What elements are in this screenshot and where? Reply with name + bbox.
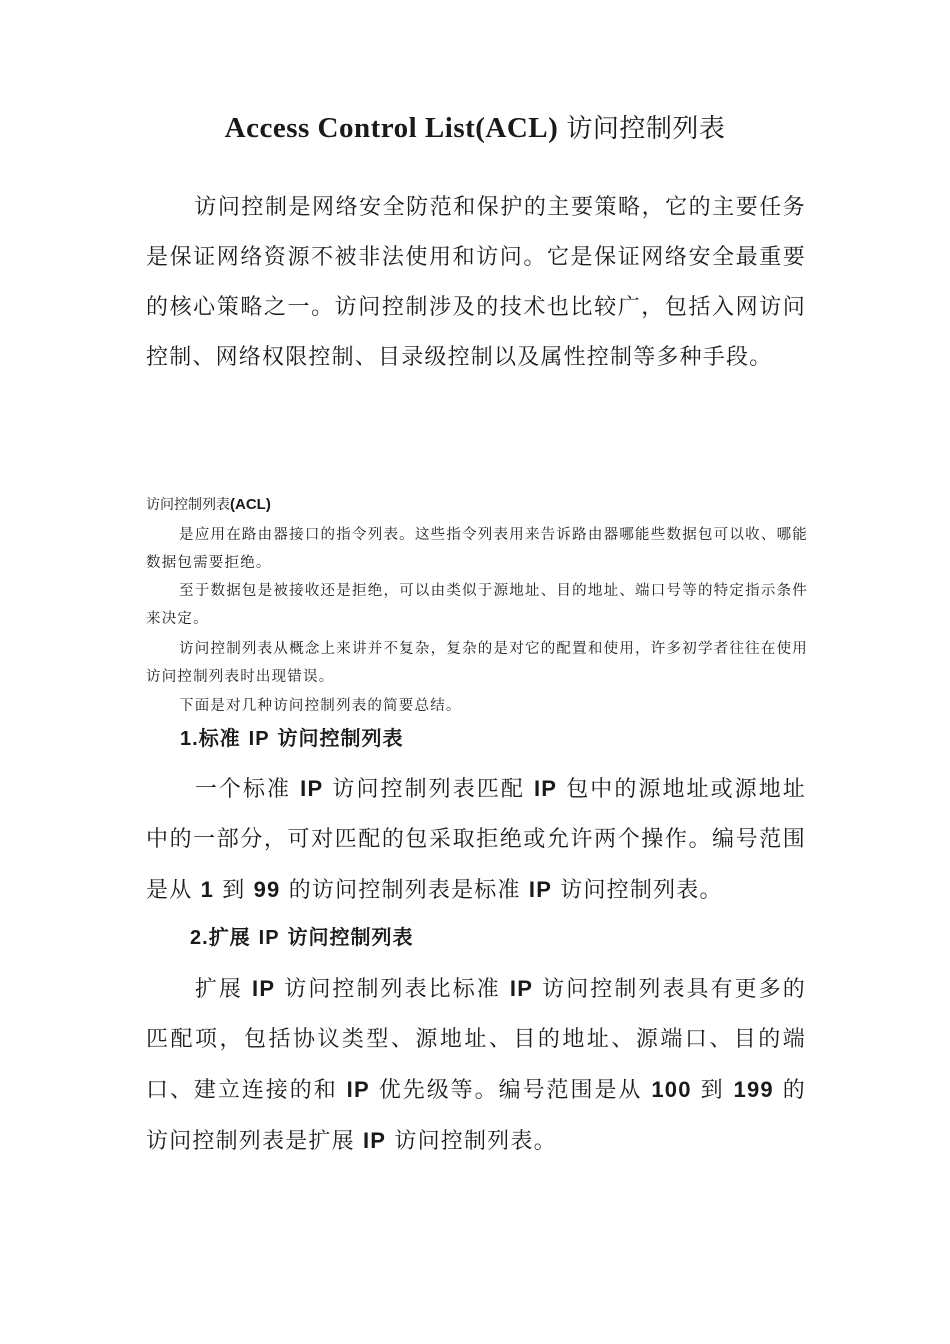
inline-term: 100 [651, 1077, 692, 1102]
inline-term: 199 [733, 1077, 774, 1102]
body-text: 一个标准 [194, 777, 301, 802]
body-text: 包中的源地址或源地址中的一部分，可对匹配的包采取拒绝或允许两个操作。编号范围是从 [146, 777, 806, 903]
inline-term: 1 [200, 877, 215, 902]
intro-paragraph [146, 183, 806, 383]
acl-paragraph: 至于数据包是被接收还是拒绝，可以由类似于源地址、目的地址、端口号等的特定指示条件来决定。 [146, 583, 808, 627]
section-2-body [146, 964, 806, 1167]
body-text: 访问控制列表。 [386, 1129, 557, 1154]
body-text: 的访问控制列表是标准 [280, 878, 529, 903]
inline-term: IP [300, 776, 324, 801]
body-text: 访问控制列表。 [552, 878, 723, 903]
acl-paragraph: 下面是对几种访问控制列表的简要总结。 [179, 698, 462, 714]
body-text: 扩展 [194, 977, 253, 1002]
inline-term: IP [533, 776, 558, 801]
title-chinese: 访问控制列表 [566, 114, 726, 144]
body-text: 到 [214, 878, 254, 903]
acl-heading [146, 494, 271, 514]
body-text: 访问控制列表具有更多的匹配项，包括协议类型、源地址、目的地址、源端口、目的端口、建立连接的和 [146, 977, 806, 1103]
section-1-body [146, 764, 806, 916]
acl-paragraph: 访问控制列表从概念上来讲并不复杂，复杂的是对它的配置和使用，许多初学者往往在使用访问控制列表时出现错误。 [146, 641, 808, 685]
section-2-heading: 2.扩展 IP 访问控制列表 [190, 925, 414, 949]
document-title [0, 108, 950, 145]
section-1-heading: 1.标准 IP 访问控制列表 [180, 726, 404, 750]
inline-term: IP [346, 1077, 370, 1102]
body-text: 的访问控制列表是扩展 [146, 1078, 806, 1154]
acl-heading-abbr: (ACL) [230, 496, 271, 513]
inline-term: IP [528, 877, 553, 902]
acl-paragraph: 是应用在路由器接口的指令列表。这些指令列表用来告诉路由器哪能些数据包可以收、哪能数据包需要拒绝。 [146, 527, 808, 571]
inline-term: 99 [253, 877, 281, 902]
acl-heading-cn: 访问控制列表 [146, 497, 230, 513]
inline-term: IP [509, 976, 534, 1001]
body-text: 访问控制列表比标准 [275, 977, 510, 1002]
body-text: 到 [691, 1078, 734, 1103]
body-text: 访问控制列表匹配 [323, 777, 534, 802]
intro-text: 访问控制是网络安全防范和保护的主要策略，它的主要任务是保证网络资源不被非法使用和访问。它是保证网络安全最重要的核心策略之一。访问控制涉及的技术也比较广，包括入网访问控制、网络权限控制、目录级控制以及属性控制等多种手段。 [146, 195, 806, 370]
inline-term: IP [363, 1128, 387, 1153]
inline-term: IP [252, 976, 276, 1001]
body-text: 优先级等。编号范围是从 [369, 1078, 652, 1103]
title-english: Access Control List(ACL) [224, 112, 559, 144]
